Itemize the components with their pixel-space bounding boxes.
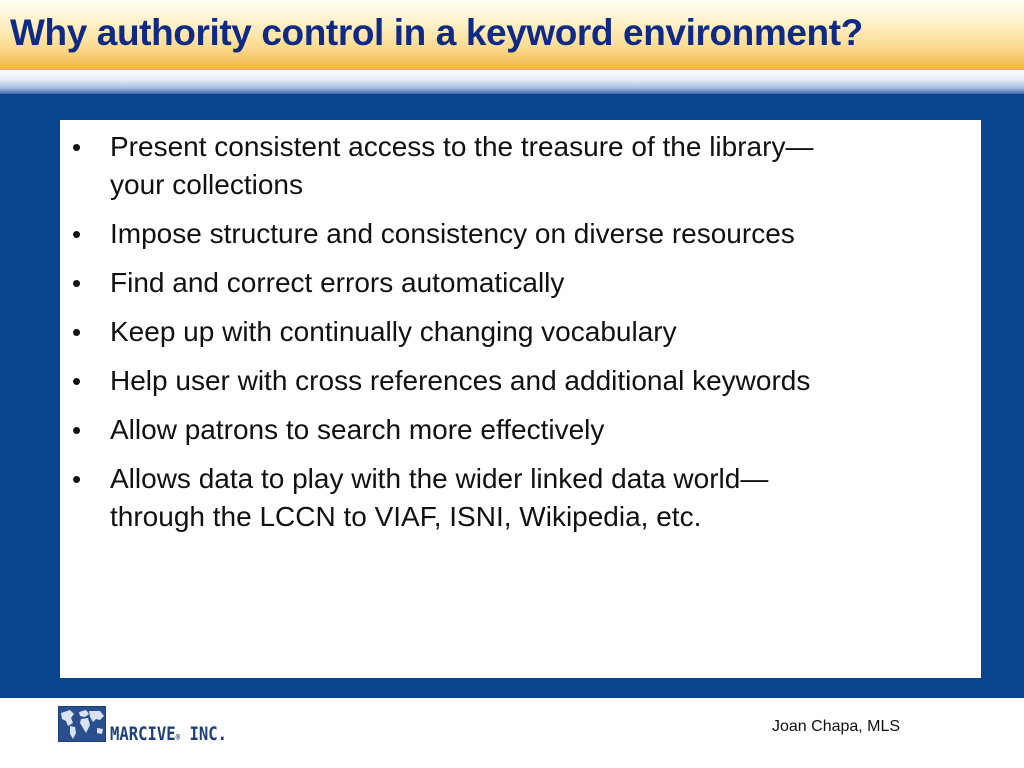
bullet-item-5 bbox=[70, 362, 970, 400]
bullet-item-1 bbox=[70, 128, 970, 204]
bullet-item-7 bbox=[70, 460, 970, 536]
bullet-text-line: through the LCCN to VIAF, ISNI, Wikipedia, etc. bbox=[110, 501, 702, 532]
bullet-mark: • bbox=[72, 366, 82, 396]
bullet-mark: • bbox=[72, 317, 82, 347]
bullet-text-line: your collections bbox=[110, 169, 303, 200]
logo-wordmark bbox=[110, 723, 227, 745]
title-bar bbox=[0, 0, 1024, 70]
bullet-mark: • bbox=[72, 132, 82, 162]
world-map-icon bbox=[58, 706, 106, 742]
marcive-logo bbox=[58, 706, 238, 746]
bullet-item-6 bbox=[70, 411, 970, 449]
bullet-text-line: Help user with cross references and additional keywords bbox=[110, 365, 811, 396]
content-box bbox=[60, 120, 981, 678]
slide-title: Why authority control in a keyword environment? bbox=[10, 12, 863, 53]
logo-name: MARCIVE bbox=[110, 723, 176, 745]
bullet-item-2 bbox=[70, 215, 970, 253]
bullet-text-line: Allows data to play with the wider linked data world— bbox=[110, 463, 769, 494]
logo-suffix: INC. bbox=[180, 723, 228, 745]
bullet-list bbox=[70, 128, 970, 547]
bullet-text-line: Present consistent access to the treasure of the library— bbox=[110, 131, 814, 162]
bullet-item-4 bbox=[70, 313, 970, 351]
bullet-mark: • bbox=[72, 219, 82, 249]
bullet-text-line: Find and correct errors automatically bbox=[110, 267, 565, 298]
bullet-text-line: Impose structure and consistency on diverse resources bbox=[110, 218, 795, 249]
bullet-item-3 bbox=[70, 264, 970, 302]
title-shade-band bbox=[0, 70, 1024, 94]
bullet-mark: • bbox=[72, 464, 82, 494]
bullet-mark: • bbox=[72, 268, 82, 298]
bullet-text-line: Allow patrons to search more effectively bbox=[110, 414, 605, 445]
bullet-mark: • bbox=[72, 415, 82, 445]
logo-registered-mark: ® bbox=[175, 733, 181, 743]
author-credit: Joan Chapa, MLS bbox=[772, 718, 901, 735]
bullet-text-line: Keep up with continually changing vocabulary bbox=[110, 316, 677, 347]
